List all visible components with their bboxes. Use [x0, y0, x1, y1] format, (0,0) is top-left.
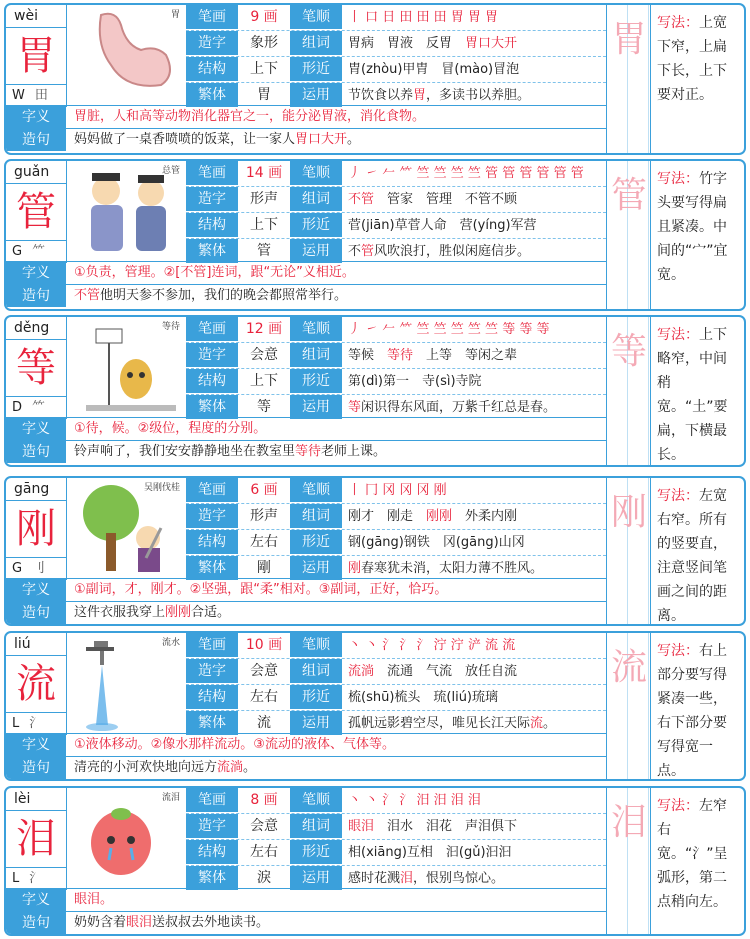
radical: 氵 [29, 871, 43, 886]
stroke-count: 14 画 [245, 165, 283, 181]
usage-example: 孤帆远影碧空尽，唯见长江天际流。 [348, 716, 557, 731]
sentence-text: 这件衣服我穿上刚刚合适。 [74, 605, 231, 620]
meaning-section [6, 733, 606, 779]
pinyin-box [6, 5, 67, 107]
meaning-text: 眼泪。 [74, 892, 114, 907]
character-card-胃 [4, 3, 746, 155]
meaning-label: 字义 [6, 734, 66, 756]
stroke-count: 12 画 [245, 321, 283, 337]
info-grid [186, 5, 606, 108]
usage-label: 运用 [290, 83, 342, 108]
structure-value: 上下 [250, 373, 278, 389]
illustration-caption: 流水 [161, 638, 180, 648]
usage-example: 感时花溅泪，恨别鸟惊心。 [348, 871, 505, 886]
tip-text: 上下略窄，中间稍宽。“土”要扁，下横最长。 [657, 327, 728, 463]
origin-label: 造字 [186, 343, 238, 368]
tip-text: 右上部分要写得紧凑一些，右下部分要写得宽一点。 [657, 643, 727, 779]
traditional-label: 繁体 [186, 395, 238, 420]
tracing-character: 流 [610, 647, 647, 688]
order-label: 笔顺 [290, 317, 342, 342]
stroke-order: 丿 ㇀ 𠂉 ⺮ 竺 竺 竺 竺 管 管 管 管 管 管 [348, 166, 584, 181]
pinyin: děng [6, 317, 66, 340]
structure-value: 左右 [250, 844, 278, 860]
meaning-text: ①待，候。②级位，程度的分别。 [74, 421, 267, 436]
traditional-value: 等 [257, 399, 271, 415]
similar-label: 形近 [290, 685, 342, 710]
origin-value: 形声 [250, 508, 278, 524]
info-grid [186, 633, 606, 736]
tracing-character: 泪 [610, 802, 647, 843]
sentence-text: 不管他明天参不参加，我们的晚会都照常举行。 [74, 288, 348, 303]
traditional-value: 胃 [257, 87, 271, 103]
tracing-column [606, 5, 651, 153]
usage-label: 运用 [290, 395, 342, 420]
traditional-label: 繁体 [186, 556, 238, 581]
index-letter: L 氵 [12, 871, 43, 886]
words-label: 组词 [290, 31, 342, 56]
traditional-label: 繁体 [186, 711, 238, 736]
words-label: 组词 [290, 504, 342, 529]
sentence-label: 造句 [6, 912, 66, 934]
illustration-caption: 等待 [161, 322, 180, 332]
word-examples: 不管 管家 管理 不管不顾 [348, 192, 518, 207]
origin-label: 造字 [186, 659, 238, 684]
main-character: 管 [6, 184, 66, 241]
strokes-label: 笔画 [186, 317, 238, 342]
traditional-value: 管 [257, 243, 271, 259]
structure-label: 结构 [186, 840, 238, 865]
meaning-label: 字义 [6, 418, 66, 440]
radical: 刂 [32, 561, 46, 576]
info-grid [186, 161, 606, 264]
tip-text: 上宽下窄，上扁下长，上下要对正。 [657, 15, 727, 103]
pinyin: wèi [6, 5, 66, 28]
illustration [66, 161, 186, 261]
order-label: 笔顺 [290, 478, 342, 503]
illustration [66, 5, 186, 105]
illustration [66, 633, 186, 733]
origin-value: 会意 [250, 818, 278, 834]
origin-label: 造字 [186, 187, 238, 212]
word-examples: 流淌 流通 气流 放任自流 [348, 664, 518, 679]
meaning-text: ①负责，管理。②[不管]连词，跟“无论”义相近。 [74, 265, 355, 280]
meaning-label: 字义 [6, 889, 66, 911]
writing-tip [650, 317, 746, 465]
origin-value: 象形 [250, 35, 278, 51]
usage-example: 等闲识得东风面，万紫千红总是春。 [348, 400, 557, 415]
main-character: 刚 [6, 501, 66, 558]
similar-label: 形近 [290, 530, 342, 555]
info-grid [186, 478, 606, 581]
meaning-text: ①液体移动。②像水那样流动。③流动的液体、气体等。 [74, 737, 395, 752]
info-grid [186, 317, 606, 420]
stroke-order: 丨 口 日 田 田 田 胃 胃 胃 [348, 10, 499, 25]
sentence-text: 铃声响了，我们安安静静地坐在教室里等待老师上课。 [74, 444, 387, 459]
tip-label: 写法： [657, 488, 699, 504]
stroke-order: 丿 ㇀ 𠂉 ⺮ 竺 竺 竺 竺 竺 等 等 等 [348, 322, 550, 337]
sentence-label: 造句 [6, 602, 66, 624]
order-label: 笔顺 [290, 788, 342, 813]
traditional-label: 繁体 [186, 239, 238, 264]
structure-label: 结构 [186, 57, 238, 82]
tracing-column [606, 478, 651, 624]
tip-label: 写法： [657, 643, 699, 659]
index-letter: D ⺮ [12, 400, 46, 415]
usage-label: 运用 [290, 866, 342, 891]
strokes-label: 笔画 [186, 633, 238, 658]
pinyin: guǎn [6, 161, 66, 184]
main-character: 胃 [6, 28, 66, 85]
illustration-caption: 吴刚伐桂 [143, 483, 180, 493]
index-letter: G 刂 [12, 561, 46, 576]
stroke-order: 丶 丶 氵 氵 氵 泞 泞 浐 流 流 [348, 638, 516, 653]
illustration [66, 317, 186, 417]
strokes-label: 笔画 [186, 5, 238, 30]
tip-label: 写法： [657, 171, 699, 187]
character-card-管 [4, 159, 746, 311]
similar-characters: 菅(jiān)草菅人命 营(yíng)军营 [348, 218, 537, 233]
writing-tip [650, 478, 746, 624]
structure-value: 上下 [250, 61, 278, 77]
radical: 田 [34, 88, 48, 103]
meaning-section [6, 105, 606, 151]
index-letter: W 田 [12, 88, 48, 103]
similar-characters: 胄(zhòu)甲胄 冒(mào)冒泡 [348, 62, 520, 77]
traditional-value: 剛 [257, 560, 271, 576]
sentence-text: 清亮的小河欢快地向远方流淌。 [74, 760, 257, 775]
origin-value: 会意 [250, 663, 278, 679]
usage-label: 运用 [290, 711, 342, 736]
similar-characters: 钢(gāng)钢铁 冈(gāng)山冈 [348, 535, 525, 550]
pinyin: gāng [6, 478, 66, 501]
word-examples: 刚才 刚走 刚刚 外柔内刚 [348, 509, 518, 524]
sentence-label: 造句 [6, 129, 66, 151]
words-label: 组词 [290, 659, 342, 684]
main-character: 等 [6, 340, 66, 397]
usage-example: 节饮食以养胃，多读书以养胆。 [348, 88, 531, 103]
character-card-刚 [4, 476, 746, 626]
traditional-label: 繁体 [186, 866, 238, 891]
usage-label: 运用 [290, 556, 342, 581]
meaning-label: 字义 [6, 106, 66, 128]
tracing-character: 刚 [610, 492, 647, 533]
stroke-count: 8 画 [250, 792, 278, 808]
words-label: 组词 [290, 814, 342, 839]
pinyin-box [6, 788, 67, 890]
structure-label: 结构 [186, 369, 238, 394]
pinyin: liú [6, 633, 66, 656]
strokes-label: 笔画 [186, 478, 238, 503]
writing-tip [650, 788, 746, 934]
meaning-label: 字义 [6, 579, 66, 601]
character-card-等 [4, 315, 746, 467]
pinyin-box [6, 478, 67, 580]
tracing-column [606, 161, 651, 309]
tracing-character: 胃 [610, 19, 647, 60]
sentence-text: 妈妈做了一桌香喷喷的饭菜，让一家人胃口大开。 [74, 132, 361, 147]
word-examples: 眼泪 泪水 泪花 声泪俱下 [348, 819, 518, 834]
illustration [66, 788, 186, 888]
tip-text: 左宽右窄。所有的竖要直，注意竖间笔画之间的距离。 [657, 488, 727, 624]
tip-label: 写法： [657, 798, 699, 814]
pinyin: lèi [6, 788, 66, 811]
sentence-label: 造句 [6, 441, 66, 463]
usage-example: 刚春寒犹未消，太阳力薄不胜风。 [348, 561, 544, 576]
index-letter: G ⺮ [12, 244, 46, 259]
words-label: 组词 [290, 343, 342, 368]
stroke-count: 6 画 [250, 482, 278, 498]
main-character: 泪 [6, 811, 66, 868]
pinyin-box [6, 161, 67, 263]
similar-characters: 第(dì)第一 寺(sì)寺院 [348, 374, 482, 389]
structure-label: 结构 [186, 530, 238, 555]
order-label: 笔顺 [290, 161, 342, 186]
meaning-section [6, 888, 606, 934]
strokes-label: 笔画 [186, 788, 238, 813]
meaning-text: 胃脏，人和高等动物消化器官之一，能分泌胃液，消化食物。 [74, 109, 426, 124]
radical: ⺮ [32, 400, 46, 415]
order-label: 笔顺 [290, 5, 342, 30]
structure-label: 结构 [186, 213, 238, 238]
sentence-label: 造句 [6, 285, 66, 307]
illustration [66, 478, 186, 578]
sentence-label: 造句 [6, 757, 66, 779]
similar-label: 形近 [290, 840, 342, 865]
meaning-section [6, 261, 606, 307]
tip-text: 左窄右宽。“氵”呈弧形，第二点稍向左。 [657, 798, 728, 910]
tip-label: 写法： [657, 327, 699, 343]
writing-tip [650, 5, 746, 153]
similar-characters: 相(xiāng)互相 汩(gǔ)汩汩 [348, 845, 512, 860]
radical: ⺮ [32, 244, 46, 259]
traditional-value: 淚 [257, 870, 271, 886]
words-label: 组词 [290, 187, 342, 212]
origin-label: 造字 [186, 814, 238, 839]
illustration-caption: 流泪 [161, 793, 180, 803]
pinyin-box [6, 317, 67, 419]
origin-value: 形声 [250, 191, 278, 207]
tip-label: 写法： [657, 15, 699, 31]
tracing-column [606, 633, 651, 779]
meaning-section [6, 417, 606, 463]
tracing-column [606, 788, 651, 934]
tracing-character: 管 [610, 175, 647, 216]
sentence-text: 奶奶含着眼泪送叔叔去外地读书。 [74, 915, 270, 930]
similar-label: 形近 [290, 57, 342, 82]
tracing-column [606, 317, 651, 465]
character-card-流 [4, 631, 746, 781]
pinyin-box [6, 633, 67, 735]
meaning-section [6, 578, 606, 624]
meaning-text: ①副词，才，刚才。②坚强，跟“柔”相对。③副词，正好，恰巧。 [74, 582, 448, 597]
origin-value: 会意 [250, 347, 278, 363]
main-character: 流 [6, 656, 66, 713]
strokes-label: 笔画 [186, 161, 238, 186]
illustration-caption: 总管 [161, 166, 180, 176]
order-label: 笔顺 [290, 633, 342, 658]
character-card-泪 [4, 786, 746, 936]
writing-tip [650, 633, 746, 779]
meaning-label: 字义 [6, 262, 66, 284]
structure-value: 上下 [250, 217, 278, 233]
similar-label: 形近 [290, 213, 342, 238]
word-examples: 等候 等待 上等 等闲之辈 [348, 348, 518, 363]
radical: 氵 [29, 716, 43, 731]
stroke-count: 10 画 [245, 637, 283, 653]
similar-label: 形近 [290, 369, 342, 394]
stroke-order: 丨 冂 冈 冈 冈 刚 [348, 483, 447, 498]
traditional-label: 繁体 [186, 83, 238, 108]
structure-value: 左右 [250, 689, 278, 705]
usage-label: 运用 [290, 239, 342, 264]
similar-characters: 梳(shū)梳头 琉(liú)琉璃 [348, 690, 499, 705]
stroke-count: 9 画 [250, 9, 278, 25]
index-letter: L 氵 [12, 716, 43, 731]
structure-label: 结构 [186, 685, 238, 710]
traditional-value: 流 [257, 715, 271, 731]
usage-example: 不管风吹浪打，胜似闲庭信步。 [348, 244, 531, 259]
origin-label: 造字 [186, 31, 238, 56]
origin-label: 造字 [186, 504, 238, 529]
tip-text: 竹字头要写得扁且紧凑。中间的“宀”宜宽。 [657, 171, 728, 283]
info-grid [186, 788, 606, 891]
writing-tip [650, 161, 746, 309]
illustration-caption: 胃 [170, 10, 180, 20]
tracing-character: 等 [610, 331, 647, 372]
word-examples: 胃病 胃液 反胃 胃口大开 [348, 36, 518, 51]
structure-value: 左右 [250, 534, 278, 550]
stroke-order: 丶 丶 氵 氵 汨 汨 泪 泪 [348, 793, 481, 808]
